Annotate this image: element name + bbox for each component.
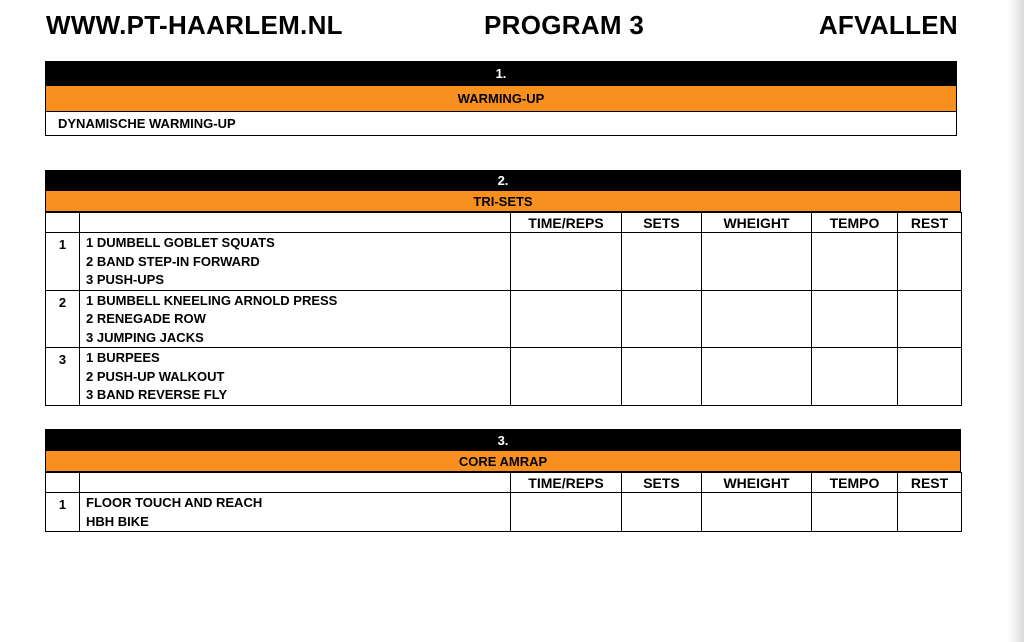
site-url: WWW.PT-HAARLEM.NL [46,10,343,40]
rest-cell [898,290,962,348]
exercise-name: FLOOR TOUCH AND REACH [86,495,263,510]
exercise-name: 1 BUMBELL KNEELING ARNOLD PRESS [86,292,338,308]
table-row [46,290,962,348]
tempo-cell [812,290,898,348]
header-cell-tempo: TEMPO [812,473,898,493]
exercise-name: 2 RENEGADE ROW [86,311,206,326]
rest-cell [898,493,962,532]
section-2-title-band [45,191,961,212]
exercise-cell [80,233,511,291]
section-2-number: 2. [497,173,509,188]
header-cell-time-reps: TIME/REPS [511,473,622,493]
header-cell-rest: REST [898,213,962,233]
header-cell-exercise [80,213,511,233]
section-1-number: 1. [495,66,507,81]
exercise-name: 3 BAND REVERSE FLY [86,387,228,402]
exercise-name: 1 BURPEES [86,350,160,365]
sets-cell [622,348,702,406]
exercise-cell [80,348,511,406]
sets-cell [622,290,702,348]
exercise-name: 2 BAND STEP-IN FORWARD [86,253,260,269]
section-2-number-band [45,170,961,191]
header-cell-exercise [80,473,511,493]
rest-cell [898,348,962,406]
section-3-title: CORE AMRAP [458,453,548,469]
time-reps-cell [511,290,622,348]
header-cell-sets: SETS [622,213,702,233]
sets-cell [622,493,702,532]
table-header-row [46,213,962,233]
time-reps-cell [511,493,622,532]
time-reps-cell [511,233,622,291]
program-goal: AFVALLEN [818,10,958,40]
exercise-cell [80,493,511,532]
row-number: 3 [46,348,80,406]
sets-cell [622,233,702,291]
wheight-cell [702,290,812,348]
section-1-title: WARMING-UP [457,91,545,106]
wheight-cell [702,348,812,406]
row-number: 1 [46,493,80,532]
wheight-cell [702,493,812,532]
exercise-name: HBH BIKE [86,513,149,529]
section-2-title: TRI-SETS [473,193,533,209]
table-row [46,493,962,532]
section-1-title-band [45,86,957,112]
core-amrap-table [45,472,962,532]
table-row [46,348,962,406]
header-cell-num [46,473,80,493]
header-cell-num [46,213,80,233]
tempo-cell [812,233,898,291]
table-row [46,233,962,291]
row-number: 2 [46,290,80,348]
row-number: 1 [46,233,80,291]
wheight-cell [702,233,812,291]
page-header [46,10,960,44]
section-3-number-band [45,429,961,451]
exercise-name: 1 DUMBELL GOBLET SQUATS [86,235,275,250]
warmup-item: DYNAMISCHE WARMING-UP [45,112,957,136]
exercise-name: 2 PUSH-UP WALKOUT [86,368,225,384]
header-cell-wheight: WHEIGHT [702,473,812,493]
rest-cell [898,233,962,291]
section-3-number: 3. [497,432,509,448]
exercise-cell [80,290,511,348]
section-1-number-band [45,61,957,86]
tri-sets-table [45,212,962,406]
tempo-cell [812,348,898,406]
header-cell-time-reps: TIME/REPS [511,213,622,233]
header-cell-sets: SETS [622,473,702,493]
program-title: PROGRAM 3 [484,10,645,40]
section-3-title-band [45,451,961,472]
time-reps-cell [511,348,622,406]
page-edge [1008,0,1024,642]
tempo-cell [812,493,898,532]
header-cell-tempo: TEMPO [812,213,898,233]
header-cell-wheight: WHEIGHT [702,213,812,233]
table-header-row [46,473,962,493]
exercise-name: 3 PUSH-UPS [86,272,165,287]
exercise-name: 3 JUMPING JACKS [86,329,204,345]
header-cell-rest: REST [898,473,962,493]
